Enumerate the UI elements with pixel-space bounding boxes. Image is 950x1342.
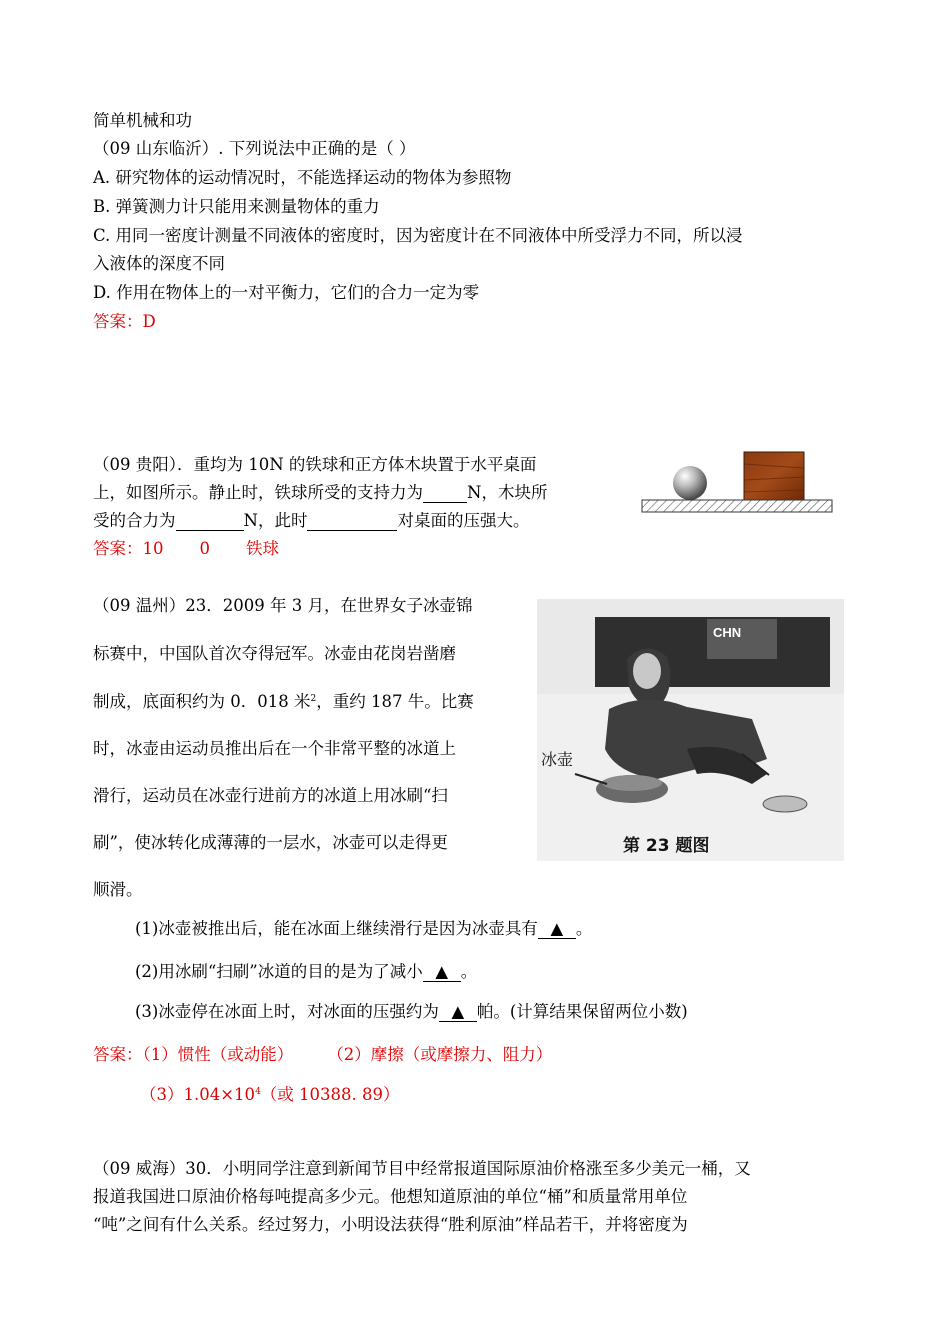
q2-line3-text-b: N，此时 bbox=[243, 511, 308, 530]
q2-line2-text-a: 上，如图所示。静止时，铁球所受的支持力为 bbox=[93, 483, 423, 502]
q3-sub2 bbox=[135, 958, 477, 982]
q3-answer-3sup: 4 bbox=[255, 1087, 261, 1097]
q3-answer-2: （2）摩擦（或摩擦力、阻力） bbox=[327, 1045, 553, 1064]
q3-sub3-end: 帕。(计算结果保留两位小数) bbox=[476, 1002, 688, 1021]
q4-line1: （09 威海）30．小明同学注意到新闻节目中经常报道国际原油价格涨至多少美元一桶，又 bbox=[93, 1159, 751, 1178]
q3-line3-text-a: 制成，底面积约为 0．018 米 bbox=[93, 692, 311, 711]
q1-option-a: A. 研究物体的运动情况时，不能选择运动的物体为参照物 bbox=[93, 168, 512, 187]
q2-line1: （09 贵阳）．重均为 10N 的铁球和正方体木块置于水平桌面 bbox=[93, 455, 537, 474]
q2-line3-text-a: 受的合力为 bbox=[93, 511, 176, 530]
q2-answer-1: 答案：10 bbox=[93, 539, 164, 558]
q1-option-b: B. 弹簧测力计只能用来测量物体的重力 bbox=[93, 197, 380, 216]
q3-line2: 标赛中，中国队首次夺得冠军。冰壶由花岗岩凿磨 bbox=[93, 644, 456, 663]
curling-photo-drawing bbox=[537, 599, 844, 861]
q3-line7: 顺滑。 bbox=[93, 880, 143, 899]
q1-answer: 答案：D bbox=[93, 312, 156, 331]
curling-photo bbox=[537, 599, 844, 861]
iron-ball bbox=[673, 466, 707, 500]
q2-line3-text-c: 对桌面的压强大。 bbox=[397, 511, 530, 530]
q3-sub1-blank: ▲ bbox=[538, 919, 576, 939]
q3-sub1-text: (1)冰壶被推出后，能在冰面上继续滑行是因为冰壶具有 bbox=[135, 919, 538, 938]
q3-answer-line2 bbox=[140, 1081, 400, 1105]
q2-blank-3 bbox=[307, 511, 397, 531]
section-title: 简单机械和功 bbox=[93, 111, 192, 130]
q2-blank-2 bbox=[176, 511, 244, 531]
wood-block bbox=[744, 452, 804, 500]
q2-line3 bbox=[93, 507, 529, 531]
q3-line3 bbox=[93, 688, 474, 712]
q3-sub2-end: 。 bbox=[460, 962, 478, 981]
q1-option-d: D. 作用在物体上的一对平衡力，它们的合力一定为零 bbox=[93, 283, 480, 302]
q3-line4: 时，冰壶由运动员推出后在一个非常平整的冰道上 bbox=[93, 739, 456, 758]
q3-answer-3b: （或 10388. 89） bbox=[260, 1085, 400, 1104]
table-surface bbox=[642, 500, 832, 512]
q3-sub1-end: 。 bbox=[575, 919, 593, 938]
q3-sub2-text: (2)用冰刷“扫刷”冰道的目的是为了减小 bbox=[135, 962, 423, 981]
q1-stem: （09 山东临沂）. 下列说法中正确的是（ ） bbox=[93, 139, 416, 158]
q2-blank-1 bbox=[423, 483, 467, 503]
q3-sub3-blank: ▲ bbox=[439, 1002, 477, 1022]
q3-sub3 bbox=[135, 998, 688, 1022]
q1-option-c-line1: C. 用同一密度计测量不同液体的密度时，因为密度计在不同液体中所受浮力不同，所以浸 bbox=[93, 226, 743, 245]
q3-sub1 bbox=[135, 915, 592, 939]
q2-answer-2: 0 bbox=[199, 539, 210, 558]
q2-answer-3: 铁球 bbox=[246, 539, 279, 558]
q3-line6: 刷”，使冰转化成薄薄的一层水，冰壶可以走得更 bbox=[93, 833, 448, 852]
fig-caption: 第 23 题图 bbox=[623, 836, 710, 856]
fig-label-stone: 冰壶 bbox=[541, 750, 574, 769]
q3-answer-3a: （3）1.04×10 bbox=[140, 1085, 256, 1104]
q3-sub3-text: (3)冰壶停在冰面上时，对冰面的压强约为 bbox=[135, 1002, 439, 1021]
q3-line3-text-b: ，重约 187 牛。比赛 bbox=[316, 692, 474, 711]
q2-answer bbox=[93, 535, 279, 559]
q1-option-c-line2: 入液体的深度不同 bbox=[93, 254, 225, 273]
q2-line2 bbox=[93, 479, 547, 503]
q2-line2-text-b: N，木块所 bbox=[467, 483, 548, 502]
q3-answer-line1 bbox=[93, 1041, 552, 1065]
ball-block-figure bbox=[640, 450, 835, 518]
q4-line3: “吨”之间有什么关系。经过努力，小明设法获得“胜利原油”样品若干，并将密度为 bbox=[93, 1215, 688, 1234]
q4-line2: 报道我国进口原油价格每吨提高多少元。他想知道原油的单位“桶”和质量常用单位 bbox=[93, 1187, 688, 1206]
q3-sub2-blank: ▲ bbox=[423, 962, 461, 982]
q3-line3-sup: 2 bbox=[310, 694, 317, 704]
q3-line1: （09 温州）23．2009 年 3 月，在世界女子冰壶锦 bbox=[93, 596, 473, 615]
q3-line5: 滑行，运动员在冰壶行进前方的冰道上用冰刷“扫 bbox=[93, 786, 448, 805]
fig-flag-text: CHN bbox=[713, 625, 742, 640]
q3-answer-1: 答案：（1）惯性（或动能） bbox=[93, 1045, 294, 1064]
